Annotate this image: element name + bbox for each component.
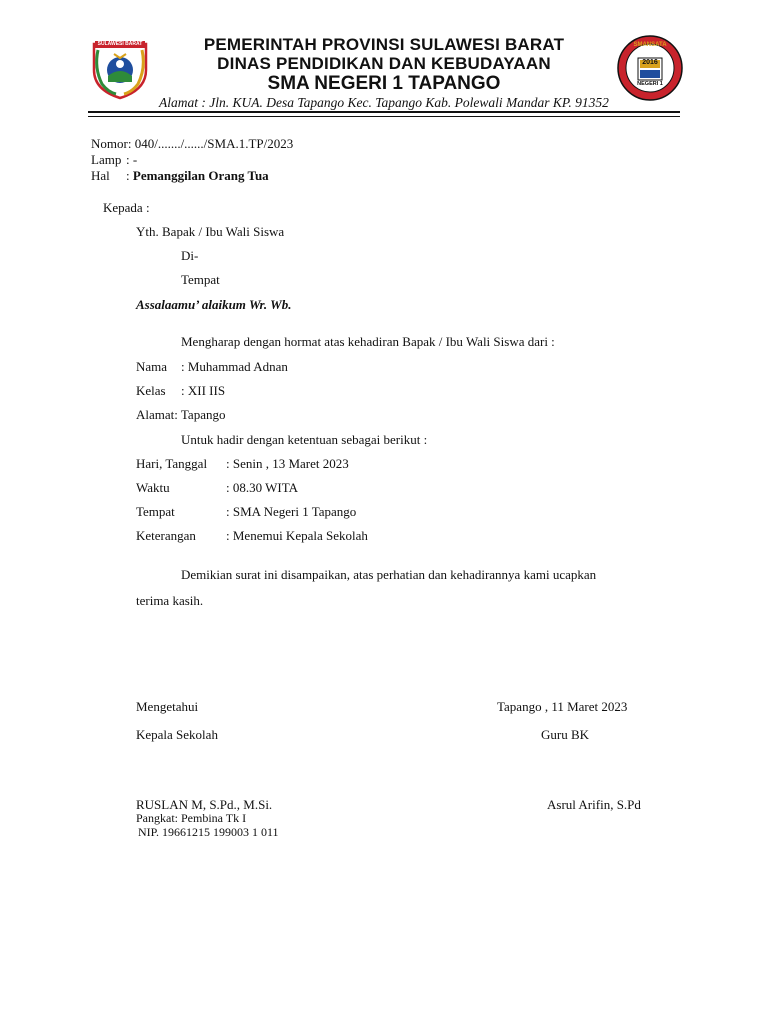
event-time-label: Waktu: [136, 480, 170, 495]
instruction-line: Untuk hadir dengan ketentuan sebagai berikut :: [181, 432, 428, 447]
school-emblem-logo: [616, 34, 684, 102]
di-line: Di-: [181, 248, 199, 263]
letterhead-divider-thin: [88, 116, 680, 117]
event-place-label: Tempat: [136, 504, 175, 519]
event-date-value: : Senin , 13 Maret 2023: [226, 456, 349, 471]
lamp-label: Lamp: [91, 152, 122, 167]
principal-nip: NIP. 19661215 199003 1 011: [138, 825, 279, 839]
nomor-row: [91, 136, 293, 152]
hal-colon: :: [126, 168, 130, 183]
school-logo-year: 2016: [642, 59, 658, 66]
student-address-row: [136, 407, 225, 423]
hal-value: Pemanggilan Orang Tua: [132, 168, 269, 183]
student-address-value: : Tapango: [174, 407, 226, 422]
student-class-value: : XII IIS: [181, 383, 226, 398]
event-place-row: [136, 504, 356, 520]
school-logo-bottom-text: NEGERI 1: [637, 81, 663, 87]
mengetahui-label: Mengetahui: [136, 699, 199, 714]
letterhead-school-name: SMA NEGERI 1 TAPANGO: [267, 73, 501, 94]
letterhead-address: Alamat : Jln. KUA. Desa Tapango Kec. Tapango Kab. Polewali Mandar KP. 91352: [159, 95, 609, 110]
lamp-value: : -: [126, 152, 138, 167]
hal-row: [91, 168, 269, 184]
event-date-row: [136, 456, 349, 472]
place-date: Tapango , 11 Maret 2023: [497, 699, 628, 714]
event-time-row: [136, 480, 298, 496]
sulbar-emblem-logo: [88, 36, 152, 100]
hal-label: Hal: [91, 168, 110, 183]
student-class-row: [136, 383, 225, 399]
recipient-line: Yth. Bapak / Ibu Wali Siswa: [136, 224, 285, 239]
sulbar-logo-text: SULAWESI BARAT: [97, 41, 143, 47]
lamp-row: [91, 152, 137, 168]
counselor-name: Asrul Arifin, S.Pd: [547, 797, 641, 812]
student-name-value: : Muhammad Adnan: [181, 359, 288, 374]
principal-title: Kepala Sekolah: [136, 727, 218, 742]
student-name-row: [136, 359, 288, 375]
tempat-line: Tempat: [181, 272, 220, 287]
student-address-label: Alamat: [136, 407, 175, 422]
principal-name: RUSLAN M, S.Pd., M.Si.: [136, 797, 273, 812]
closing-line-1: Demikian surat ini disampaikan, atas perhatian dan kehadirannya kami ucapkan: [181, 567, 597, 582]
nomor-value: : 040/......./....../SMA.1.TP/2023: [127, 136, 294, 151]
kepada-label: Kepada :: [103, 200, 150, 215]
student-class-label: Kelas: [136, 383, 166, 398]
letterhead-department: DINAS PENDIDIKAN DAN KEBUDAYAAN: [217, 54, 551, 73]
event-date-label: Hari, Tanggal: [136, 456, 208, 471]
principal-rank: Pangkat: Pembina Tk I: [136, 811, 247, 825]
event-place-value: : SMA Negeri 1 Tapango: [226, 504, 357, 519]
nomor-label: Nomor: [91, 136, 128, 151]
intro-paragraph: Mengharap dengan hormat atas kehadiran Bapak / Ibu Wali Siswa dari :: [181, 334, 555, 349]
greeting: Assalaamu’ alaikum Wr. Wb.: [136, 297, 292, 312]
letterhead-divider-thick: [88, 111, 680, 113]
closing-line-2: terima kasih.: [136, 593, 204, 608]
event-time-value: : 08.30 WITA: [226, 480, 299, 495]
event-note-value: : Menemui Kepala Sekolah: [226, 528, 368, 543]
counselor-title: Guru BK: [541, 727, 590, 742]
event-note-label: Keterangan: [136, 528, 196, 543]
letterhead-government: PEMERINTAH PROVINSI SULAWESI BARAT: [203, 35, 565, 54]
event-note-row: [136, 528, 368, 544]
student-name-label: Nama: [136, 359, 168, 374]
school-logo-top-text: SMANSATA: [633, 42, 667, 48]
